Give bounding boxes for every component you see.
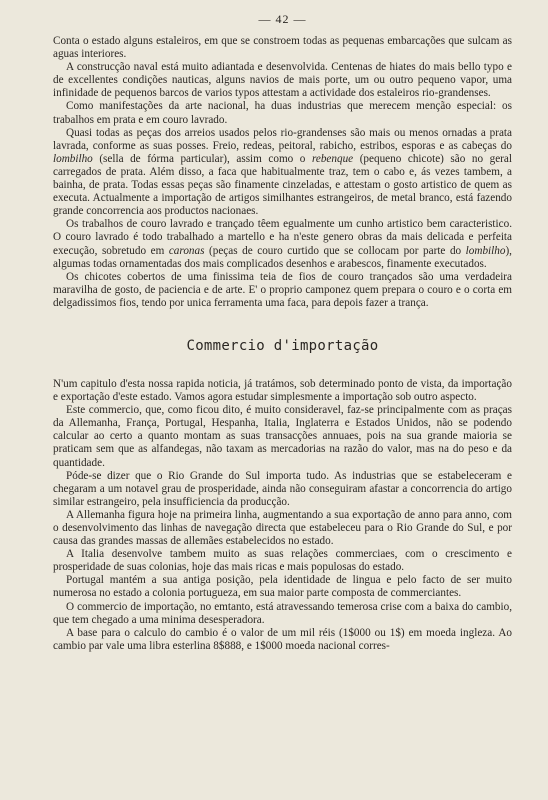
paragraph: Este commercio, que, como ficou dito, é muito consideravel, faz-se principalmente com as praças da Allemanha, França, Portugal, Hespanha, Italia, Inglaterra e Estados Unidos, não se podendo calcular ao certo a quanto montam as suas transacções annuaes, pois na sua grande maioria se praticam sem que as alfandegas, não taxam as mercadorias na razão do valor, mas na do peso e da quantidade.: [53, 404, 512, 469]
text-run: Quasi todas as peças dos arreios usados pelos rio-grandenses são mais ou menos ornadas a prata lavrada, conforme as suas posses. Freio, redeas, peitoral, rabicho, estribos, esporas e as cabeças do: [53, 126, 512, 152]
italic-term: lombilho: [465, 244, 506, 257]
paragraph: Póde-se dizer que o Rio Grande do Sul importa tudo. As industrias que se estabeleceram e chegaram a um notavel grau de prosperidade, ainda não conseguiram afastar a concorrencia do artigo similar estrangeiro, pela insufficiencia da producção.: [53, 469, 512, 508]
paragraph: A Italia desenvolve tambem muito as suas relações commerciaes, com o crescimento e prosperidade de suas colonias, hoje das mais ricas e mais populosas do estado.: [53, 548, 512, 574]
page-number: — 42 —: [258, 12, 307, 26]
italic-term: caronas: [168, 244, 205, 257]
paragraph: N'um capitulo d'esta nossa rapida noticia, já tratámos, sob determinado ponto de vista, da importação e exportação d'este estado. Vamos agora estudar simplesmente a importação sob outro aspecto.: [53, 377, 512, 404]
paragraph: [53, 127, 512, 219]
paragraph: A base para o calculo do cambio é o valor de um mil réis (1$000 ou 1$) em moeda ingleza. Ao cambio par vale uma libra esterlina 8$888, e 1$000 moeda nacional corres-: [53, 626, 512, 652]
section-import-commerce: [53, 378, 512, 653]
paragraph: Como manifestações da arte nacional, ha duas industrias que merecem menção especial: os trabalhos em prata e em couro lavrado.: [53, 100, 512, 126]
text-run: ), algumas todas ornamentadas dos mais complicados desenhos e arabescos, finamente executados.: [53, 244, 512, 270]
paragraph: Os chicotes cobertos de uma finissima teia de fios de couro trançados são uma verdadeira maravilha de gosto, de paciencia e de arte. E' o proprio camponez quem prepara o couro e o corta em delgadissimos fios, tendo por unica ferramenta uma faca, para depois fazer a trança.: [53, 270, 512, 309]
section-heading: Commercio d'importação: [186, 337, 379, 354]
paragraph: Portugal mantém a sua antiga posição, pela identidade de lingua e pelo facto de ser muito numerosa no estado a colonia portugueza, em sua maior parte composta de commerciantes.: [53, 574, 512, 600]
paragraph: O commercio de importação, no emtanto, está atravessando temerosa crise com a baixa do cambio, que tem chegado a uma minima desesperadora.: [53, 600, 512, 626]
text-run: (sella de fórma particular), assim como o: [92, 152, 312, 165]
paragraph: A construcção naval está muito adiantada e desenvolvida. Centenas de hiates do mais bello typo e de excellentes condições nauticas, alguns navios de mais porte, um ou outro pequeno vapor, uma infinidade de pequenos barcos de varios typos attestam a actividade dos estaleiros rio-grandenses.: [53, 61, 512, 100]
text-run: (pequeno chicote) são no geral carregados de prata. Além disso, a faca que habitualmente traz, tem o cabo e, ás vezes tambem, a bainha, de prata. Todas essas peças são finamente cinzeladas, e attestam o gosto artistico de quem as executa. Actualmente a importação de artigos similhantes estrangeiros, de metal branco, está fazendo grande concorrencia aos productos nacionaes.: [53, 152, 512, 218]
paragraph: Conta o estado alguns estaleiros, em que se constroem todas as pequenas embarcações que sulcam as aguas interiores.: [53, 35, 512, 61]
italic-term: rebenque: [311, 152, 354, 165]
text-run: Os trabalhos de couro lavrado e trançado têem egualmente um cunho artistico bem caracteristico. O couro lavrado é todo trabalhado a martello e ha n'este genero obras da mais delicada e perfeita execução, sobretudo em: [53, 218, 512, 257]
paragraph: [53, 218, 512, 270]
paragraph: A Allemanha figura hoje na primeira linha, augmentando a sua exportação de anno para anno, com o desenvolvimento das linhas de navegação directa que estabeleceu para o Rio Grande do Sul, e por causa das grandes massas de allemães estabelecidos no estado.: [53, 508, 512, 548]
italic-term: lombilho: [53, 152, 93, 165]
text-run: (peças de couro curtido que se collocam por parte do: [204, 244, 466, 257]
section-artisan-industries: [53, 35, 512, 310]
